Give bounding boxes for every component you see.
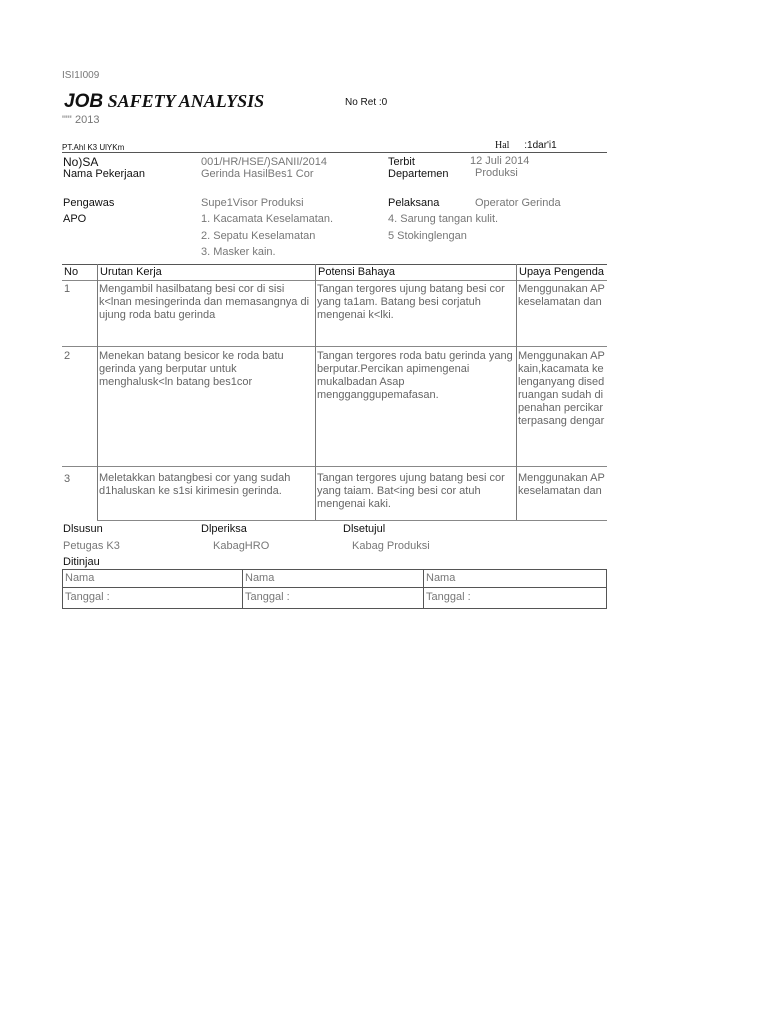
row-3-upaya: Menggunakan AP keselamatan dan bbox=[518, 472, 605, 497]
header-divider bbox=[62, 152, 607, 153]
review-tanggal-1: Tanggal : bbox=[65, 591, 110, 603]
title-job: JOB bbox=[64, 91, 104, 112]
disusun-label: Dlsusun bbox=[63, 523, 103, 535]
header-upaya-pengendalian: Upaya Pengenda bbox=[519, 266, 605, 278]
title-rest: SAFETY ANALYSIS bbox=[107, 91, 265, 111]
row-divider-2 bbox=[62, 466, 607, 467]
review-mid-border bbox=[62, 587, 607, 588]
nama-pekerjaan-value: Gerinda HasilBes1 Cor bbox=[201, 168, 314, 180]
no-ref-value: :0 bbox=[378, 97, 388, 108]
pengawas-label: Pengawas bbox=[63, 197, 115, 209]
row-2-urutan: Menekan batang besicor ke roda batu gerinda yang berputar untuk menghalusk<ln batang bes1cor bbox=[99, 350, 284, 388]
row-1-upaya: Menggunakan AP keselamatan dan bbox=[518, 283, 605, 308]
table-bottom-border bbox=[97, 520, 607, 521]
pengawas-value: Supe1Visor Produksi bbox=[201, 197, 304, 209]
row-2-no: 2 bbox=[64, 350, 71, 362]
row-1-potensi: Tangan tergores ujung batang besi cor yang ta1am. Batang besi corjatuh mengenai k<lki. bbox=[317, 283, 505, 321]
review-nama-3: Nama bbox=[426, 572, 456, 584]
review-nama-2: Nama bbox=[245, 572, 275, 584]
review-tanggal-3: Tanggal : bbox=[426, 591, 471, 603]
header-urutan-kerja: Urutan Kerja bbox=[100, 266, 162, 278]
review-bottom-border bbox=[62, 608, 607, 609]
table-top-border bbox=[62, 264, 607, 265]
col-divider-1 bbox=[97, 264, 98, 520]
row-1-urutan: Mengambil hasilbatang besi cor di sisi k<lnan mesingerinda dan memasangnya di ujung roda batu gerinda bbox=[99, 283, 310, 321]
table-header-divider bbox=[62, 280, 607, 281]
ditinjau-label: Ditinjau bbox=[63, 556, 100, 568]
document-code: ISI1I009 bbox=[62, 70, 100, 81]
review-nama-1: Nama bbox=[65, 572, 95, 584]
review-col-3 bbox=[606, 569, 607, 609]
row-2-potensi: Tangan tergores roda batu gerinda yang berputar.Percikan apimengenai mukalbadan Asap mengganggupemafasan. bbox=[317, 350, 513, 401]
col-divider-2 bbox=[315, 264, 316, 520]
departemen-value: Produksi bbox=[475, 167, 518, 179]
row-2-upaya: Menggunakan AP kain,kacamata ke lenganyang dised ruangan sudah di penahan percikar terpasang dengar bbox=[518, 350, 605, 427]
review-col-2 bbox=[423, 569, 424, 609]
diperiksa-label: Dlperiksa bbox=[201, 523, 247, 535]
page-number bbox=[495, 140, 557, 151]
review-col-0 bbox=[62, 569, 63, 609]
page-title bbox=[64, 91, 264, 113]
apo-item-3: 3. Masker kain. bbox=[201, 246, 276, 258]
nosa-label: No)SA bbox=[63, 155, 99, 169]
row-3-no: 3 bbox=[64, 473, 71, 485]
departemen-label: Departemen bbox=[388, 168, 449, 180]
disusun-value: Petugas K3 bbox=[63, 540, 120, 552]
year-line: ""' 2013 bbox=[62, 114, 100, 126]
review-col-1 bbox=[242, 569, 243, 609]
apo-item-2: 2. Sepatu Keselamatan bbox=[201, 230, 316, 242]
no-ref bbox=[345, 97, 387, 108]
company-name: PT.Ahl K3 UlYKm bbox=[62, 143, 125, 152]
header-no: No bbox=[64, 266, 79, 278]
row-1-no: 1 bbox=[64, 283, 71, 295]
diperiksa-value: KabagHRO bbox=[213, 540, 270, 552]
col-divider-3 bbox=[516, 264, 517, 520]
apo-item-4: 4. Sarung tangan kulit. bbox=[388, 213, 499, 225]
no-ref-label: No Ret bbox=[345, 97, 377, 108]
nosa-value: 001/HR/HSE/)SANII/2014 bbox=[201, 156, 327, 168]
page-value: :1dar'i1 bbox=[524, 140, 557, 151]
row-divider-1 bbox=[62, 346, 607, 347]
apo-item-5: 5 Stokinglengan bbox=[388, 230, 467, 242]
header-potensi-bahaya: Potensi Bahaya bbox=[318, 266, 396, 278]
row-3-urutan: Meletakkan batangbesi cor yang sudah d1haluskan ke s1si kirimesin gerinda. bbox=[99, 472, 291, 497]
review-top-border bbox=[62, 569, 607, 570]
nama-pekerjaan-label: Nama Pekerjaan bbox=[63, 168, 145, 180]
pelaksana-label: Pelaksana bbox=[388, 197, 440, 209]
pelaksana-value: Operator Gerinda bbox=[475, 197, 561, 209]
apo-item-1: 1. Kacamata Keselamatan. bbox=[201, 213, 334, 225]
row-3-potensi: Tangan tergores ujung batang besi cor yang taiam. Bat<ing besi cor atuh mengenai kaki. bbox=[317, 472, 505, 510]
disetujui-value: Kabag Produksi bbox=[352, 540, 430, 552]
disetujui-label: Dlsetujul bbox=[343, 523, 386, 535]
review-tanggal-2: Tanggal : bbox=[245, 591, 290, 603]
apo-label: APO bbox=[63, 213, 87, 225]
page-label: Hal bbox=[495, 140, 510, 151]
terbit-label: Terbit bbox=[388, 156, 415, 168]
terbit-value: 12 Juli 2014 bbox=[470, 155, 530, 167]
